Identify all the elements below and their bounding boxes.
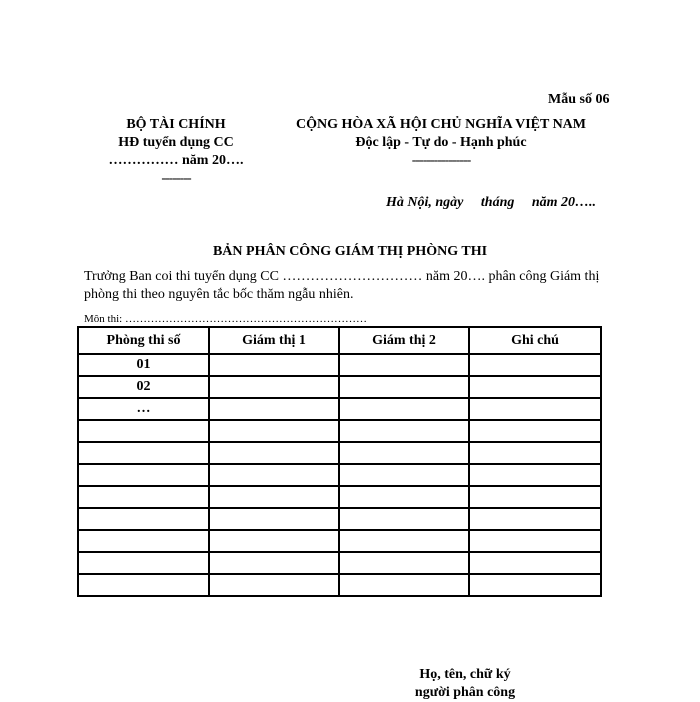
notes-cell [469, 464, 601, 486]
council-name: HĐ tuyển dụng CC [118, 135, 234, 150]
invigilator-2-cell [339, 486, 469, 508]
table-header-row [78, 327, 601, 354]
table-row [78, 508, 601, 530]
table-row [78, 530, 601, 552]
signature-line-2: người phân công [414, 685, 516, 700]
invigilator-1-cell [209, 486, 339, 508]
table-row [78, 398, 601, 420]
table-row [78, 376, 601, 398]
table-row [78, 552, 601, 574]
invigilator-1-cell [209, 464, 339, 486]
ministry-name: BỘ TÀI CHÍNH [126, 117, 226, 132]
right-divider: ---------------- [411, 153, 471, 168]
room-number-cell: 02 [78, 376, 209, 398]
national-motto: Độc lập - Tự do - Hạnh phúc [355, 135, 527, 150]
invigilator-1-cell [209, 420, 339, 442]
notes-cell [469, 486, 601, 508]
national-header-block [276, 116, 606, 170]
year-line: …………… năm 20…. [108, 153, 244, 168]
notes-cell [469, 552, 601, 574]
signature-block [380, 666, 550, 702]
country-name: CỘNG HÒA XÃ HỘI CHỦ NGHĨA VIỆT NAM [295, 117, 586, 132]
notes-cell [469, 508, 601, 530]
notes-cell [469, 420, 601, 442]
invigilator-2-cell [339, 574, 469, 596]
place-date-place: Hà Nội, ngày [386, 195, 464, 210]
invigilator-2-cell [339, 354, 469, 376]
document-title: BẢN PHÂN CÔNG GIÁM THỊ PHÒNG THI [212, 244, 488, 259]
column-header-room: Phòng thi số [78, 327, 209, 354]
room-number-cell [78, 508, 209, 530]
table-row [78, 464, 601, 486]
invigilator-1-cell [209, 552, 339, 574]
column-header-invigilator-1: Giám thị 1 [209, 327, 339, 354]
room-number-cell: … [78, 398, 209, 420]
left-divider: -------- [161, 171, 191, 186]
notes-cell [469, 574, 601, 596]
invigilator-2-cell [339, 508, 469, 530]
room-number-cell [78, 442, 209, 464]
notes-cell [469, 354, 601, 376]
invigilator-1-cell [209, 530, 339, 552]
place-date-line [386, 195, 610, 211]
form-number: Mẫu số 06 [548, 92, 610, 107]
room-number-cell [78, 486, 209, 508]
room-number-cell [78, 420, 209, 442]
invigilator-2-cell [339, 552, 469, 574]
signature-line-1: Họ, tên, chữ ký [419, 667, 511, 682]
notes-cell [469, 530, 601, 552]
invigilator-1-cell [209, 442, 339, 464]
table-row [78, 574, 601, 596]
subject-line: Môn thi: ………………………………………………………… [84, 313, 367, 325]
table-row [78, 486, 601, 508]
column-header-notes: Ghi chú [469, 327, 601, 354]
room-number-cell: 01 [78, 354, 209, 376]
invigilator-1-cell [209, 354, 339, 376]
invigilator-2-cell [339, 420, 469, 442]
room-number-cell [78, 574, 209, 596]
invigilator-2-cell [339, 376, 469, 398]
table-row [78, 354, 601, 376]
issuing-agency-block [96, 116, 256, 188]
room-number-cell [78, 552, 209, 574]
invigilator-1-cell [209, 376, 339, 398]
place-date-month: tháng [480, 195, 515, 210]
notes-cell [469, 398, 601, 420]
notes-cell [469, 442, 601, 464]
invigilator-1-cell [209, 508, 339, 530]
room-number-cell [78, 464, 209, 486]
place-date-year: năm 20….. [531, 195, 597, 210]
invigilator-1-cell [209, 398, 339, 420]
notes-cell [469, 376, 601, 398]
table-row [78, 420, 601, 442]
intro-paragraph: Trưởng Ban coi thi tuyển dụng CC ………………………… năm 20…. phân công Giám thị phòng thi theo nguyên tắc bốc thăm ngẫu nhiên. [84, 269, 600, 302]
invigilator-2-cell [339, 464, 469, 486]
column-header-invigilator-2: Giám thị 2 [339, 327, 469, 354]
invigilator-2-cell [339, 398, 469, 420]
room-number-cell [78, 530, 209, 552]
invigilator-2-cell [339, 442, 469, 464]
table-row [78, 442, 601, 464]
assignment-table [77, 326, 602, 597]
invigilator-1-cell [209, 574, 339, 596]
invigilator-2-cell [339, 530, 469, 552]
